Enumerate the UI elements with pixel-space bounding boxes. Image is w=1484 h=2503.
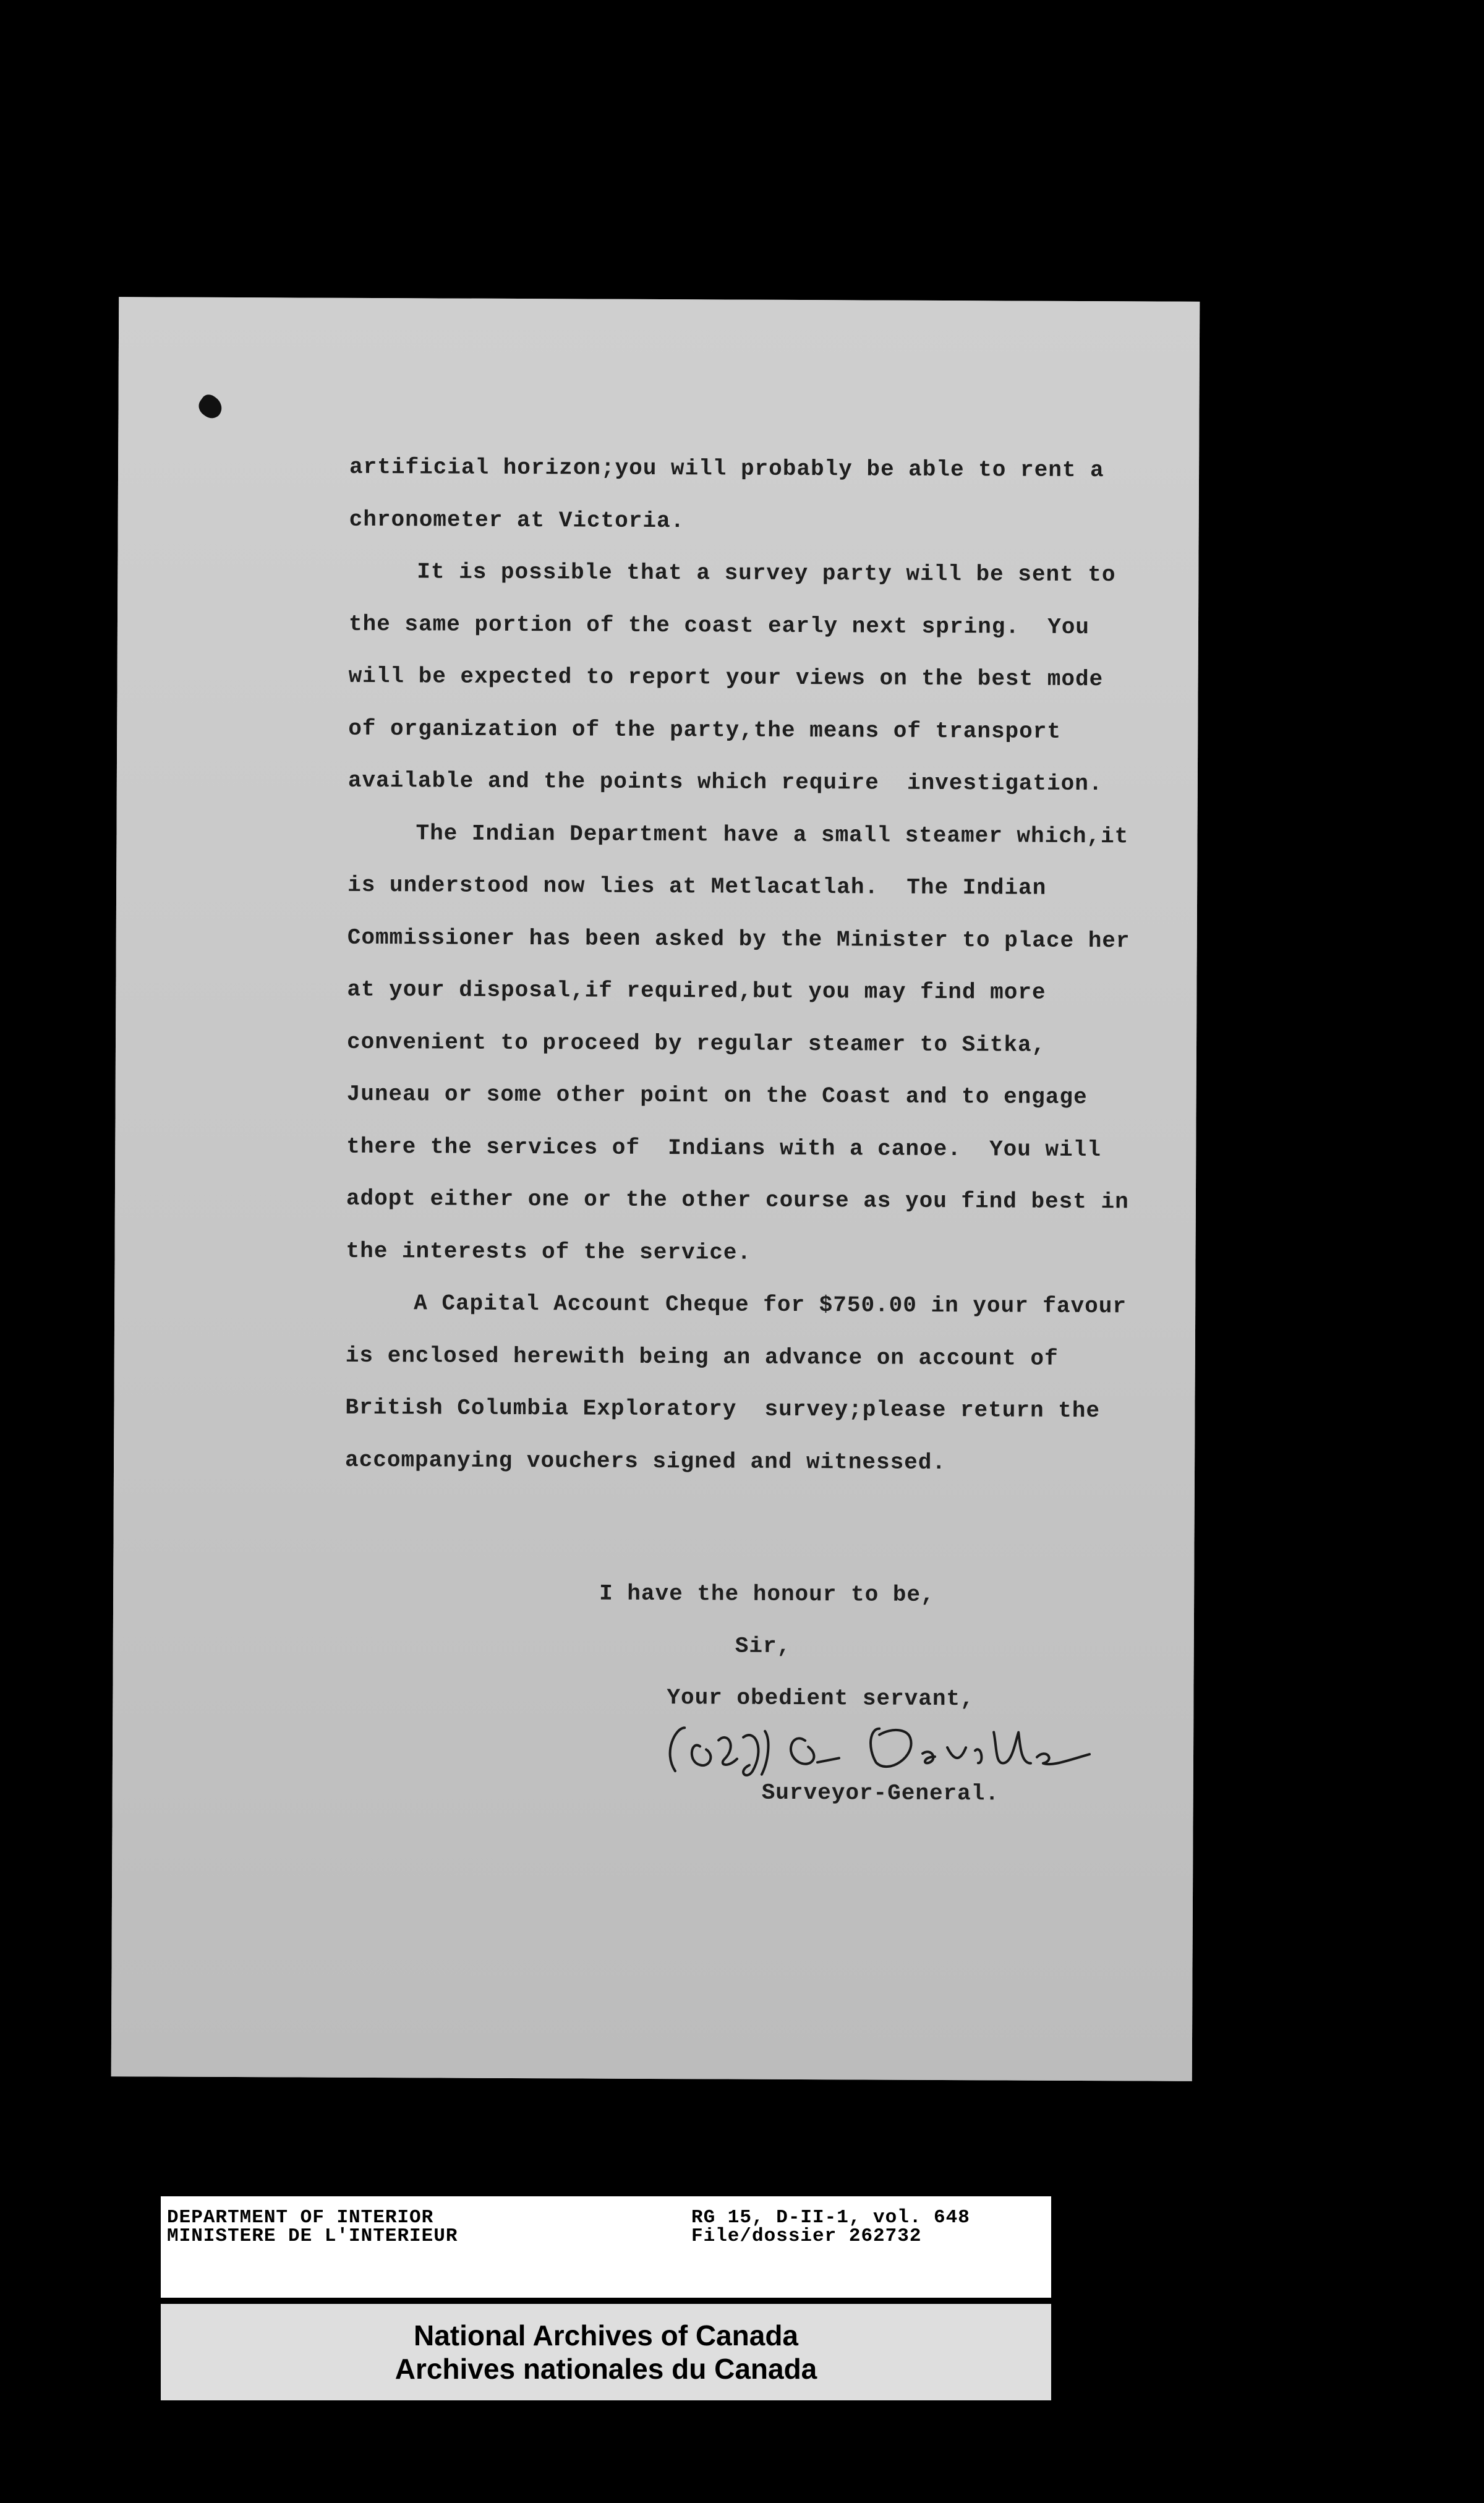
department-label	[167, 2209, 458, 2246]
archives-banner	[161, 2304, 1051, 2400]
letter-line: It is possible that a survey party will be sent to	[417, 559, 1116, 588]
letter-line: chronometer at Victoria.	[349, 506, 685, 534]
banner-french: Archives nationales du Canada	[394, 2353, 817, 2385]
banner-english: National Archives of Canada	[413, 2319, 798, 2352]
letter-line: will be expected to report your views on the best mode	[348, 663, 1104, 693]
letter-line: is understood now lies at Metlacatlah. The Indian	[348, 872, 1047, 901]
letter-line: at your disposal,if required,but you may find more	[347, 976, 1046, 1005]
closing-salutation: Sir,	[735, 1633, 791, 1659]
letter-line: Juneau or some other point on the Coast and to engage	[346, 1081, 1088, 1111]
closing-servant: Your obedient servant,	[667, 1685, 974, 1712]
letter-line: adopt either one or the other course as you find best in	[346, 1185, 1129, 1215]
letter-line: the same portion of the coast early next spring. You	[348, 611, 1090, 640]
letter-line: accompanying vouchers signed and witnessed.	[344, 1447, 947, 1475]
letter-line: The Indian Department have a small steamer which,it	[416, 820, 1129, 849]
signer-title: Surveyor-General.	[761, 1780, 1000, 1807]
letter-closing	[599, 1568, 974, 1726]
reference-number: RG 15, D-II-1, vol. 648	[691, 2207, 970, 2228]
handwritten-signature	[657, 1703, 1152, 1791]
letter-line: is enclosed herewith being an advance on account of	[345, 1342, 1059, 1371]
letter-page	[111, 297, 1200, 2081]
reference-label	[691, 2209, 970, 2246]
letter-line: of organization of the party,the means of transport	[348, 715, 1062, 744]
letter-line: A Capital Account Cheque for $750.00 in your favour	[414, 1290, 1127, 1320]
letter-line: British Columbia Exploratory survey;please return the	[345, 1394, 1101, 1424]
archive-label	[161, 2196, 1051, 2298]
letter-line: the interests of the service.	[346, 1238, 752, 1266]
file-number: File/dossier 262732	[691, 2225, 922, 2247]
letter-line: available and the points which require investigation.	[348, 767, 1103, 797]
letter-body	[344, 441, 1130, 1490]
department-fr: MINISTERE DE L'INTERIEUR	[167, 2225, 458, 2247]
department-en: DEPARTMENT OF INTERIOR	[167, 2207, 434, 2228]
letter-line: artificial horizon;you will probably be able to rent a	[349, 454, 1104, 484]
letter-line: Commissioner has been asked by the Minister to place her	[347, 924, 1130, 953]
ink-mark	[195, 391, 226, 422]
closing-line: I have the honour to be,	[599, 1580, 935, 1608]
letter-line: there the services of Indians with a canoe. You will	[346, 1133, 1101, 1162]
letter-line: convenient to proceed by regular steamer to Sitka,	[346, 1029, 1046, 1058]
